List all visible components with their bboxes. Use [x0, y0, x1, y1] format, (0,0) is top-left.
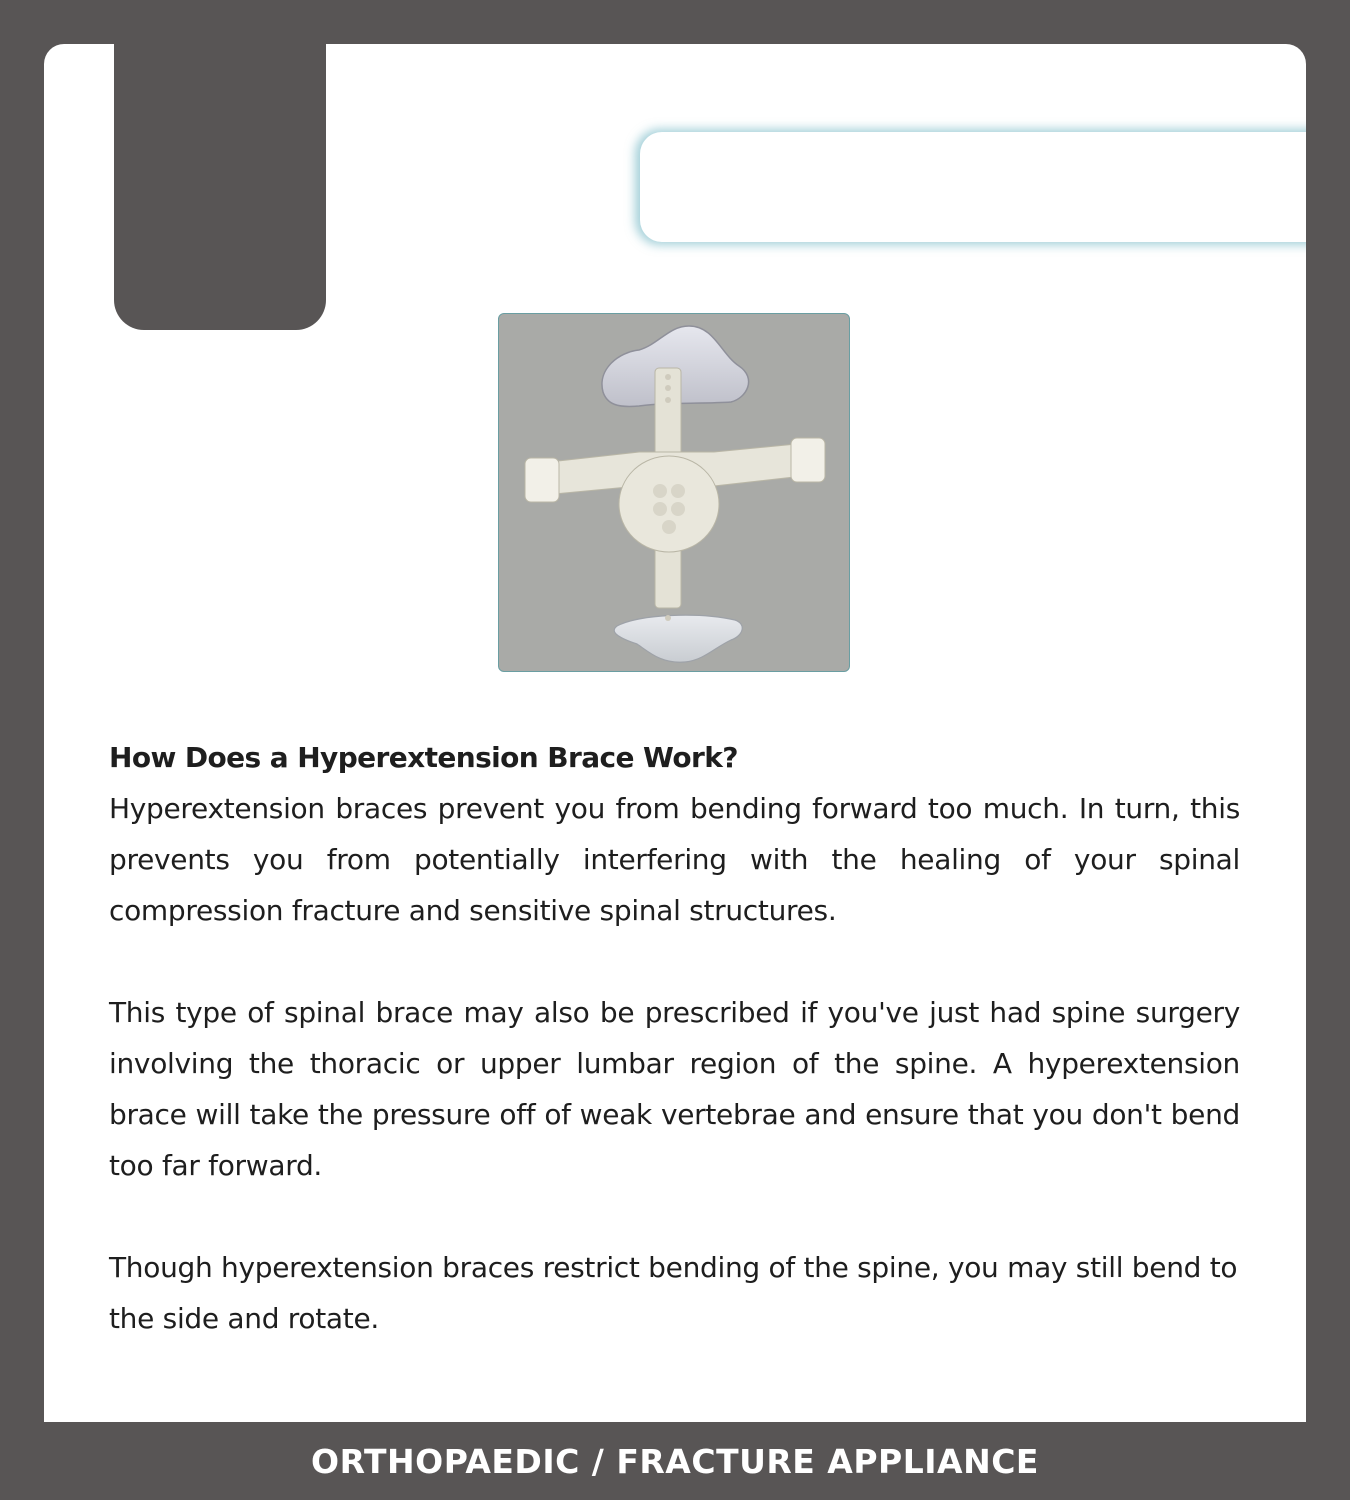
article-body	[109, 732, 1240, 1344]
article-heading: How Does a Hyperextension Brace Work?	[109, 741, 738, 774]
article-paragraph: Though hyperextension braces restrict bending of the spine, you may still bend to the side and rotate.	[109, 1251, 1238, 1335]
decorative-tab	[114, 44, 326, 330]
title-banner	[640, 132, 1306, 242]
brace-illustration	[499, 314, 849, 671]
article-paragraph: This type of spinal brace may also be prescribed if you've just had spine surgery involving the thoracic or upper lumbar region of the spine. A hyperextension brace will take the pressure off of weak vertebrae and ensure that you don't bend too far forward.	[109, 996, 1240, 1182]
footer-category-label: ORTHOPAEDIC / FRACTURE APPLIANCE	[311, 1441, 1039, 1481]
brace-product-image	[498, 313, 850, 672]
article-paragraph: Hyperextension braces prevent you from bending forward too much. In turn, this prevents you from potentially interfering with the healing of your spinal compression fracture and sensitive spinal structures.	[109, 792, 1240, 927]
footer-bar	[0, 1422, 1350, 1500]
content-card	[44, 44, 1306, 1422]
